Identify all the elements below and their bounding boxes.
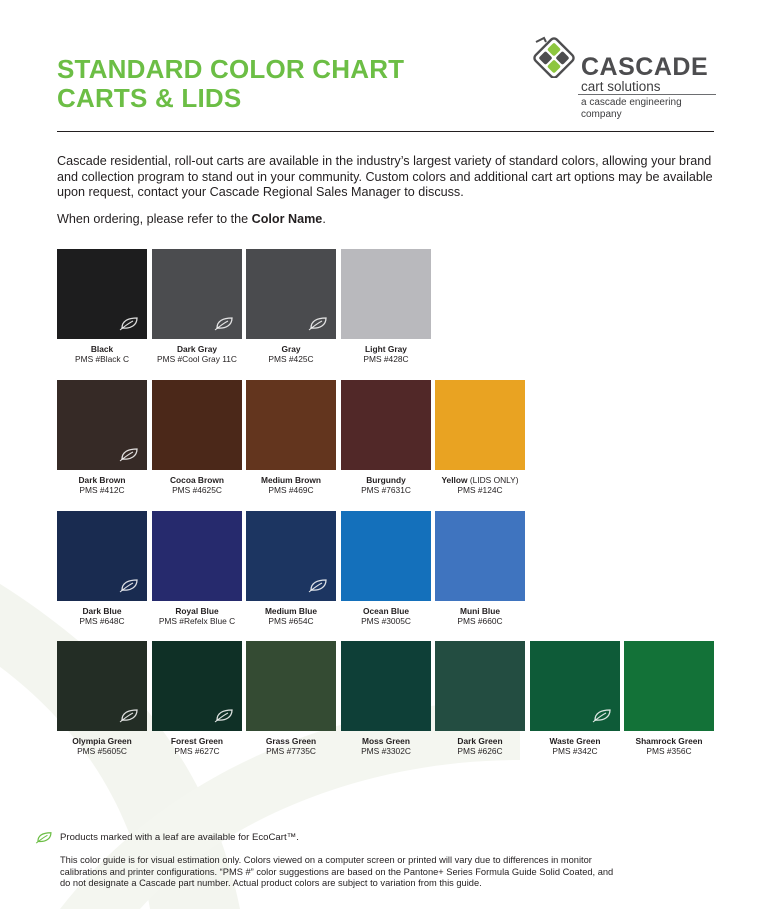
leaf-icon	[119, 708, 139, 723]
pms-code: PMS #4625C	[172, 485, 222, 495]
color-name-text: Olympia Green	[72, 736, 132, 746]
color-chip	[246, 249, 336, 339]
pms-code: PMS #356C	[646, 746, 692, 756]
pms-code: PMS #342C	[552, 746, 598, 756]
color-swatch	[57, 249, 147, 364]
color-name-text: Dark Brown	[78, 475, 126, 485]
header-divider	[57, 131, 714, 132]
color-name	[246, 475, 336, 485]
color-name	[435, 475, 525, 485]
color-name	[152, 344, 242, 354]
leaf-icon	[119, 316, 139, 331]
pms-code: PMS #412C	[79, 485, 125, 495]
ordering-note-prefix: When ordering, please refer to the	[57, 212, 252, 226]
title-line-1: STANDARD COLOR CHART	[57, 54, 405, 84]
color-chip	[435, 641, 525, 731]
color-name-text: Black	[90, 344, 114, 354]
leaf-icon	[119, 578, 139, 593]
color-name-text: Medium Blue	[264, 606, 318, 616]
disclaimer: This color guide is for visual estimation only. Colors viewed on a computer screen or printed will vary due to differences in monitor calibrations and printer configurations. “PMS #” color suggestions are based on the Pantone+ Series Formula Guide Solid Coated, and do not designate a Cascade part number. Actual product colors are subject to variation from this guide.	[60, 855, 614, 888]
color-name-text: Forest Green	[170, 736, 224, 746]
color-name-text: Dark Gray	[176, 344, 218, 354]
color-swatch	[341, 380, 431, 495]
color-qualifier: (LIDS ONLY)	[467, 475, 519, 485]
cascade-logo	[532, 34, 718, 120]
color-name	[152, 736, 242, 746]
color-name-text: Ocean Blue	[362, 606, 410, 616]
leaf-icon	[35, 831, 53, 844]
color-swatch	[341, 641, 431, 756]
leaf-icon	[214, 708, 234, 723]
ordering-note	[57, 212, 326, 227]
pms-code: PMS #425C	[268, 354, 314, 364]
color-name-text: Dark Blue	[82, 606, 122, 616]
color-name	[246, 344, 336, 354]
color-swatch	[341, 511, 431, 626]
color-name	[152, 475, 242, 485]
logo-wordmark: CASCADE	[581, 53, 709, 81]
pms-code: PMS #Black C	[75, 354, 129, 364]
color-chip	[246, 380, 336, 470]
ordering-note-emphasis: Color Name	[251, 212, 323, 226]
color-name	[246, 606, 336, 616]
color-swatch	[152, 380, 242, 495]
color-name	[341, 344, 431, 354]
color-swatch	[246, 511, 336, 626]
leaf-icon	[119, 447, 139, 462]
color-swatch	[246, 380, 336, 495]
color-name	[435, 736, 525, 746]
color-swatch	[435, 641, 525, 756]
color-swatch	[246, 641, 336, 756]
pms-code: PMS #428C	[363, 354, 409, 364]
color-swatch	[57, 641, 147, 756]
color-name-text: Gray	[281, 344, 301, 354]
color-chip	[152, 249, 242, 339]
color-swatch	[246, 249, 336, 364]
color-chip	[435, 380, 525, 470]
color-name-text: Medium Brown	[260, 475, 322, 485]
page-title	[57, 55, 404, 113]
color-chip	[341, 641, 431, 731]
pms-code: PMS #654C	[268, 616, 314, 626]
color-name-text: Cocoa Brown	[170, 475, 224, 485]
color-name	[435, 606, 525, 616]
color-name	[530, 736, 620, 746]
color-swatch	[341, 249, 431, 364]
pms-code: PMS #5605C	[77, 746, 127, 756]
pms-code: PMS #626C	[457, 746, 503, 756]
intro-paragraph: Cascade residential, roll-out carts are available in the industry’s largest variety of standard colors, allowing your brand and collection program to stand out in your community. Custom colors and additional cart art options may be available upon request, contact your Cascade Regional Sales Manager to discuss.	[57, 154, 713, 199]
leaf-icon	[214, 316, 234, 331]
color-name	[152, 606, 242, 616]
leaf-icon	[592, 708, 612, 723]
logo-mark-icon	[532, 34, 576, 78]
logo-divider	[578, 94, 716, 95]
color-chip	[246, 511, 336, 601]
color-swatch	[57, 511, 147, 626]
color-swatch	[152, 641, 242, 756]
ecocart-legend: Products marked with a leaf are available for EcoCart™.	[60, 832, 299, 843]
color-chip	[530, 641, 620, 731]
color-chip	[57, 380, 147, 470]
color-name	[624, 736, 714, 746]
pms-code: PMS #469C	[268, 485, 314, 495]
color-chip	[341, 249, 431, 339]
color-name	[57, 736, 147, 746]
color-name-text: Burgundy	[366, 475, 406, 485]
logo-tagline: a cascade engineering company	[581, 97, 682, 120]
color-name	[57, 606, 147, 616]
color-chip	[152, 641, 242, 731]
color-swatch	[152, 249, 242, 364]
pms-code: PMS #3005C	[361, 616, 411, 626]
color-name-text: Grass Green	[265, 736, 317, 746]
color-name-text: Yellow	[441, 475, 468, 485]
color-name	[341, 475, 431, 485]
color-name-text: Shamrock Green	[635, 736, 703, 746]
color-swatch	[624, 641, 714, 756]
color-name-text: Moss Green	[362, 736, 410, 746]
color-chip	[341, 380, 431, 470]
pms-code: PMS #648C	[79, 616, 125, 626]
title-line-2: CARTS & LIDS	[57, 83, 242, 113]
color-swatch	[152, 511, 242, 626]
color-name	[57, 475, 147, 485]
color-chip	[57, 641, 147, 731]
color-chip	[57, 249, 147, 339]
color-name	[246, 736, 336, 746]
pms-code: PMS #Cool Gray 11C	[157, 354, 237, 364]
pms-code: PMS #124C	[457, 485, 503, 495]
color-swatch	[435, 380, 525, 495]
color-chip	[246, 641, 336, 731]
pms-code: PMS #7735C	[266, 746, 316, 756]
logo-subtitle: cart solutions	[581, 79, 661, 94]
color-name-text: Muni Blue	[459, 606, 500, 616]
color-swatch	[435, 511, 525, 626]
pms-code: PMS #3302C	[361, 746, 411, 756]
ordering-note-suffix: .	[322, 212, 326, 226]
color-swatch	[530, 641, 620, 756]
color-name-text: Light Gray	[365, 344, 407, 354]
color-chip	[624, 641, 714, 731]
pms-code: PMS #627C	[174, 746, 220, 756]
color-name-text: Royal Blue	[175, 606, 219, 616]
pms-code: PMS #7631C	[361, 485, 411, 495]
color-name-text: Dark Green	[457, 736, 503, 746]
pms-code: PMS #Refelx Blue C	[158, 616, 236, 626]
color-chip	[57, 511, 147, 601]
color-name	[341, 606, 431, 616]
pms-code: PMS #660C	[457, 616, 503, 626]
color-chip	[435, 511, 525, 601]
color-chip	[152, 511, 242, 601]
leaf-icon	[308, 316, 328, 331]
color-name-text: Waste Green	[549, 736, 601, 746]
color-name	[57, 344, 147, 354]
color-name	[341, 736, 431, 746]
color-swatch	[57, 380, 147, 495]
leaf-icon	[308, 578, 328, 593]
color-chip	[152, 380, 242, 470]
color-chip	[341, 511, 431, 601]
